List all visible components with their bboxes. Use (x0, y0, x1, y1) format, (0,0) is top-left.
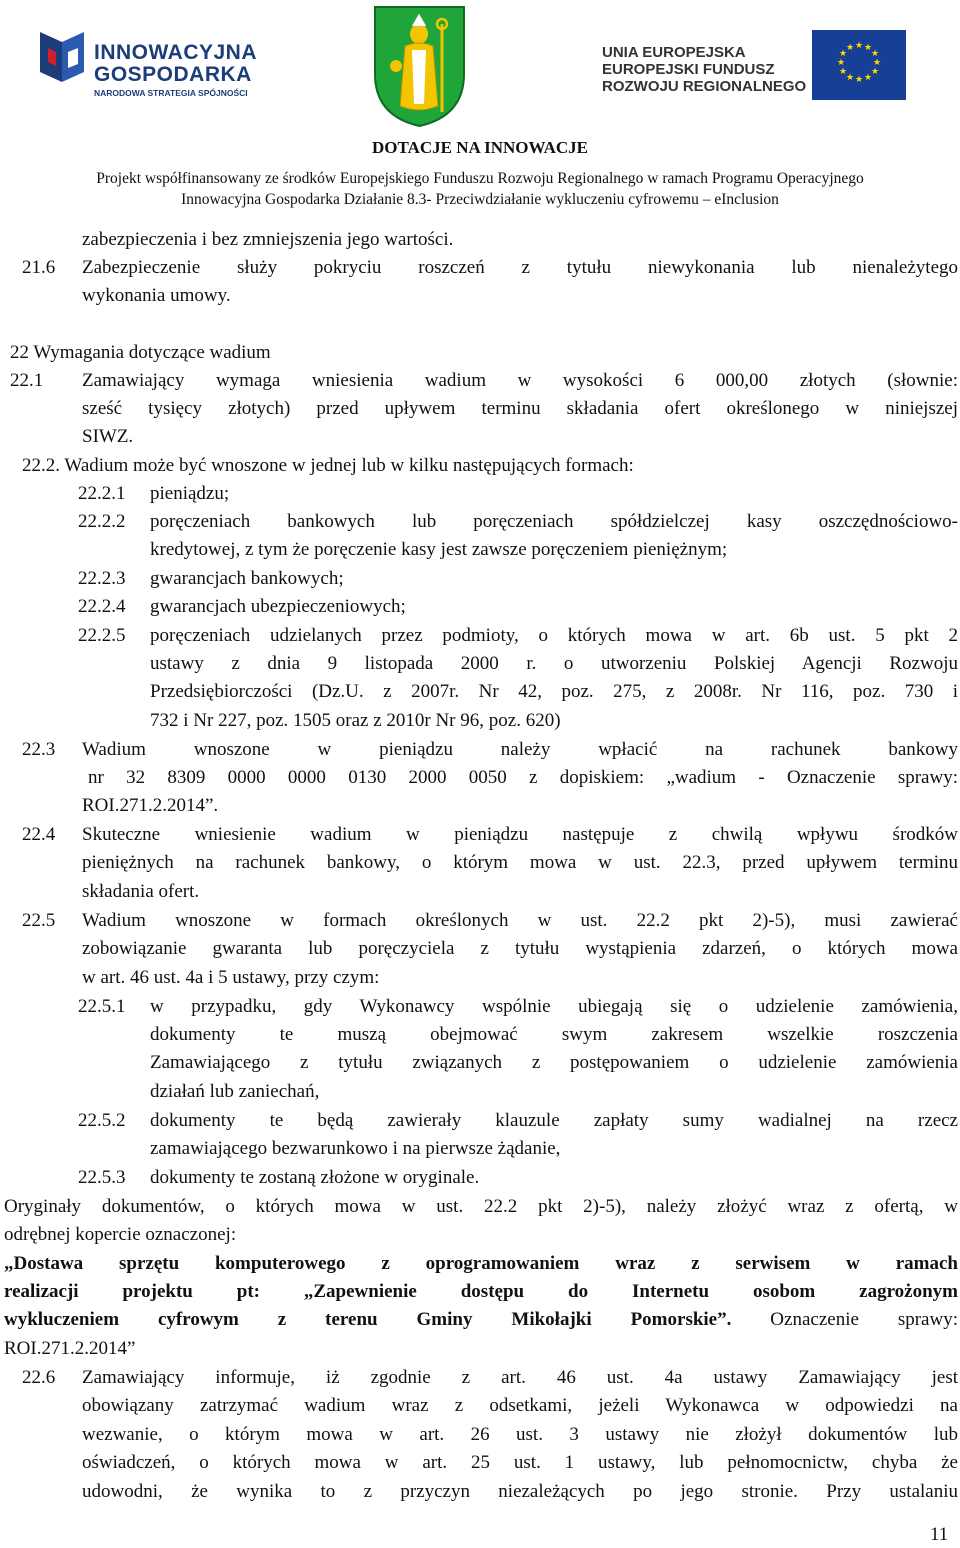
paragraph-22-6-line: wezwanie, o którym mowa w art. 26 ust. 3 ustawy nie złożył dokumentów lub (82, 1424, 958, 1445)
svg-text:★: ★ (836, 58, 846, 68)
paragraph-22-5-line: w art. 46 ust. 4a i 5 ustawy, przy czym: (82, 967, 380, 988)
eu-flag-icon (812, 30, 906, 100)
item-number: 22.2.2 (78, 511, 126, 532)
paragraph-22-6-line: udowodni, że wynika to z przyczyn niezależących po jego stronie. Przy ustalaniu (82, 1481, 958, 1502)
paragraph-22-5-line: Wadium wnoszone w formach określonych w ust. 22.2 pkt 2)-5), musi zawierać (82, 910, 958, 931)
ig-emblem-icon (32, 24, 92, 94)
svg-text:★: ★ (872, 58, 882, 68)
paragraph-22-1-line: Zamawiający wymaga wniesienia wadium w wysokości 6 000,00 złotych (słownie: (82, 370, 958, 391)
eu-erdf-logo (588, 10, 918, 128)
item-number: 22.4 (22, 824, 56, 845)
paragraph-22-6-line: oświadczeń, o których mowa w art. 25 ust. 1 ustawy, lub pełnomocnictw, chyba że (82, 1452, 958, 1473)
item-22-2-1: pieniądzu; (150, 483, 230, 504)
item-22-5-1-line: działań lub zaniechań, (150, 1081, 320, 1102)
item-22-2-5-line: 732 i Nr 227, poz. 1505 oraz z 2010r Nr 96, poz. 620) (150, 710, 561, 731)
originals-paragraph-line: Oryginały dokumentów, o których mowa w ust. 22.2 pkt 2)-5), należy złożyć wraz z ofertą, w (4, 1196, 958, 1217)
envelope-label-bold-line: realizacji projektu pt: „Zapewnienie dostępu do Internetu osobom zagrożonym (4, 1281, 958, 1302)
envelope-label-bold-part: wykluczeniem cyfrowym z terenu Gminy Mikołajki Pomorskie”. (4, 1309, 732, 1330)
originals-paragraph-line: odrębnej kopercie oznaczonej: (4, 1224, 237, 1245)
header-line-1: Projekt współfinansowany ze środków Europejskiego Funduszu Rozwoju Regionalnego w ramach Programu Operacyjnego (96, 170, 864, 187)
page-header (0, 0, 960, 215)
paragraph-22-1-line: SIWZ. (82, 426, 134, 447)
paragraph-22-3-line: ROI.271.2.2014”. (82, 795, 219, 816)
paragraph-22-6-line: Zamawiający informuje, iż zgodnie z art. 46 ust. 4a ustawy Zamawiający jest (82, 1367, 958, 1388)
paragraph-22-6-line: obowiązany zatrzymać wadium wraz z odsetkami, jeżeli Wykonawca w odpowiedzi na (82, 1395, 958, 1416)
paragraph-22-3-line: Wadium wnoszone w pieniądzu należy wpłacić na rachunek bankowy (82, 739, 958, 760)
item-number: 22.2.3 (78, 568, 126, 589)
section-heading-22: 22 Wymagania dotyczące wadium (10, 342, 271, 363)
svg-text:★: ★ (845, 73, 855, 83)
svg-text:★: ★ (870, 49, 880, 59)
eu-text (602, 44, 806, 95)
svg-text:★: ★ (863, 43, 873, 53)
item-22-5-3: dokumenty te zostaną złożone w oryginale. (150, 1167, 480, 1188)
envelope-label-line (4, 1308, 958, 1332)
paragraph-22-3-line: nr 32 8309 0000 0000 0130 2000 0050 z dopiskiem: „wadium - Oznaczenie sprawy: (88, 767, 958, 788)
item-22-2-2-line: poręczeniach bankowych lub poręczeniach spółdzielczej kasy oszczędnościowo- (150, 511, 958, 532)
item-number: 22.5.2 (78, 1110, 126, 1131)
svg-text:★: ★ (870, 67, 880, 77)
innowacyjna-gospodarka-logo (32, 22, 262, 102)
eu-line2: EUROPEJSKI FUNDUSZ (602, 61, 775, 78)
item-22-5-2-line: zamawiającego bezwarunkowo i na pierwsze żądanie, (150, 1138, 561, 1159)
item-22-5-2-line: dokumenty te będą zawierały klauzule zapłaty sumy wadialnej na rzecz (150, 1110, 958, 1131)
ig-line3: NARODOWA STRATEGIA SPÓJNOŚCI (94, 88, 248, 98)
item-number: 22.6 (22, 1367, 56, 1388)
item-number: 21.6 (22, 257, 56, 278)
envelope-label-tail: Oznaczenie sprawy: (731, 1309, 958, 1330)
ig-line1: INNOWACYJNA (94, 41, 258, 64)
item-number: 22.2.4 (78, 596, 126, 617)
svg-text:★: ★ (845, 43, 855, 53)
item-number: 22.5.3 (78, 1167, 126, 1188)
envelope-case-number: ROI.271.2.2014” (4, 1338, 136, 1359)
item-22-5-1-line: w przypadku, gdy Wykonawcy wspólnie ubiegają się o udzielenie zamówienia, (150, 996, 958, 1017)
paragraph-21-6-line: Zabezpieczenie służy pokryciu roszczeń z tytułu niewykonania lub nienależytego (82, 257, 958, 278)
paragraph-continuation: zabezpieczenia i bez zmniejszenia jego wartości. (82, 229, 454, 250)
paragraph-22-2: 22.2. Wadium może być wnoszone w jednej lub w kilku następujących formach: (22, 455, 634, 476)
paragraph-22-5-line: zobowiązanie gwaranta lub poręczyciela z tytułu wystąpienia zdarzeń, o których mowa (82, 938, 958, 959)
item-22-5-1-line: dokumenty te muszą obejmować swym zakresem wszelkie roszczenia (150, 1024, 958, 1045)
paragraph-22-4-line: składania ofert. (82, 881, 200, 902)
ig-text (94, 42, 257, 99)
eu-line3: ROZWOJU REGIONALNEGO (602, 78, 807, 95)
item-22-2-5-line: Przedsiębiorczości (Dz.U. z 2007r. Nr 42, poz. 275, z 2008r. Nr 116, poz. 730 i (150, 681, 958, 702)
item-number: 22.1 (10, 370, 44, 391)
eu-line1: UNIA EUROPEJSKA (602, 44, 746, 61)
item-22-2-5-line: poręczeniach udzielanych przez podmioty, o których mowa w art. 6b ust. 5 pkt 2 (150, 625, 958, 646)
item-22-2-4: gwarancjach ubezpieczeniowych; (150, 596, 406, 617)
paragraph-22-4-line: pieniężnych na rachunek bankowy, o którym mowa w ust. 22.3, przed upływem terminu (82, 852, 958, 873)
municipality-crest-icon (372, 4, 467, 129)
svg-text:★: ★ (838, 49, 848, 59)
envelope-label-bold-line: „Dostawa sprzętu komputerowego z oprogramowaniem wraz z serwisem w ramach (4, 1253, 958, 1274)
item-number: 22.5 (22, 910, 56, 931)
page-number: 11 (930, 1524, 949, 1545)
item-number: 22.2.5 (78, 625, 126, 646)
item-number: 22.3 (22, 739, 56, 760)
svg-text:★: ★ (838, 67, 848, 77)
paragraph-22-4-line: Skuteczne wniesienie wadium w pieniądzu następuje z chwilą wpływu środków (82, 824, 958, 845)
item-number: 22.5.1 (78, 996, 126, 1017)
item-22-2-3: gwarancjach bankowych; (150, 568, 344, 589)
paragraph-22-1-line: sześć tysięcy złotych) przed upływem terminu składania ofert określonego w niniejszej (82, 398, 958, 419)
svg-text:★: ★ (854, 75, 864, 85)
header-title: DOTACJE NA INNOWACJE (372, 138, 588, 157)
header-line-2: Innowacyjna Gospodarka Działanie 8.3- Przeciwdziałanie wykluczeniu cyfrowemu – eInclusion (181, 191, 779, 208)
ig-line2: GOSPODARKA (94, 63, 252, 86)
item-22-2-2-line: kredytowej, z tym że poręczenie kasy jest zawsze poręczeniem pieniężnym; (150, 539, 728, 560)
item-22-5-1-line: Zamawiającego z tytułu związanych z postępowaniem o udzielenie zamówienia (150, 1052, 958, 1073)
item-number: 22.2.1 (78, 483, 126, 504)
svg-text:★: ★ (863, 73, 873, 83)
svg-text:★: ★ (854, 41, 864, 51)
paragraph-21-6-line: wykonania umowy. (82, 285, 231, 306)
item-22-2-5-line: ustawy z dnia 9 listopada 2000 r. o utworzeniu Polskiej Agencji Rozwoju (150, 653, 958, 674)
